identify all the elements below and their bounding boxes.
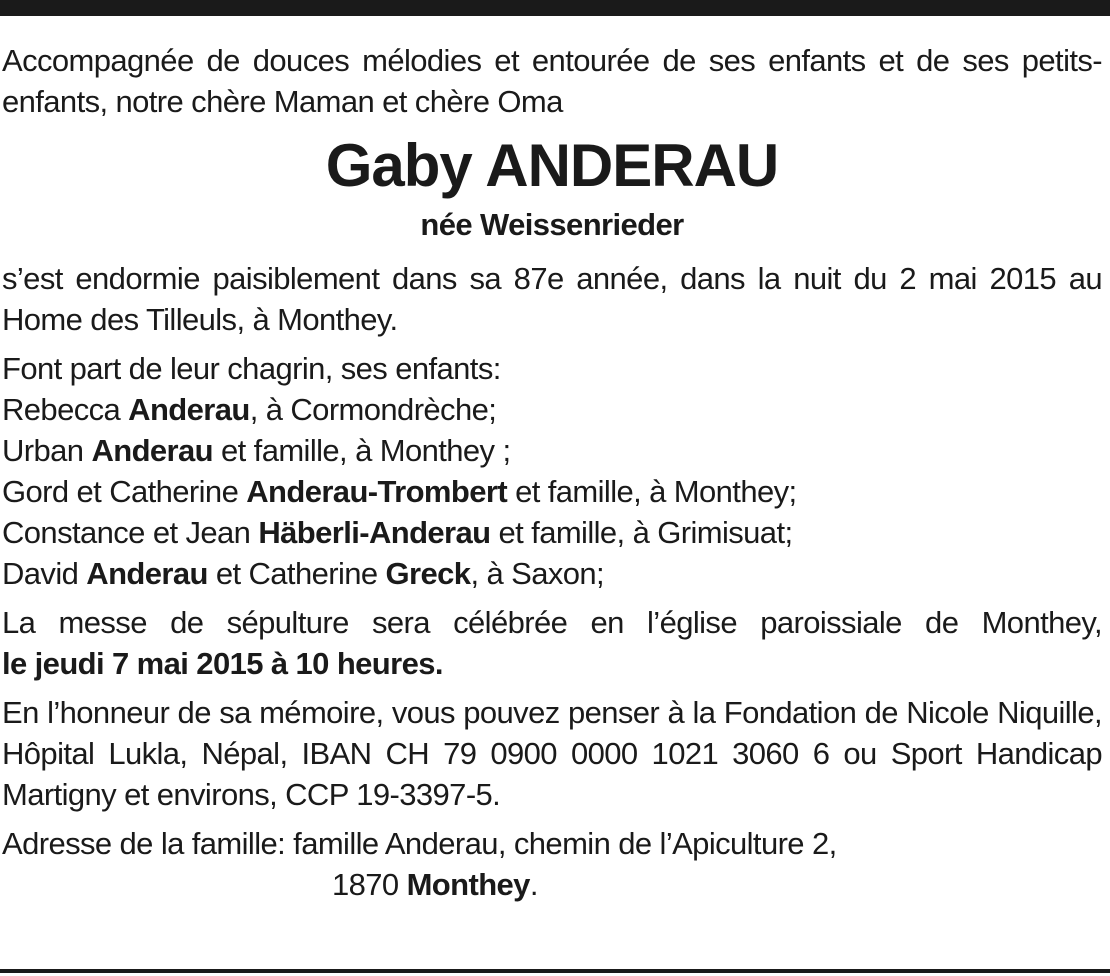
donation-text: En l’honneur de sa mémoire, vous pouvez penser à la Fondation de Nicole Niquille, Hôpital Lukla, Népal, IBAN CH 79 0900 0000 1021 3060 6 ou Sport Handicap Martigny et environs, CCP 19-3397-5. — [2, 695, 1102, 812]
family-surname: Greck — [385, 556, 471, 591]
mass-text: La messe de sépulture sera célébrée en l’église paroissiale de Monthey, — [2, 605, 1102, 640]
family-surname: Anderau — [86, 556, 208, 591]
maiden-name: née Weissenrieder — [420, 207, 684, 242]
address-line: Adresse de la famille: famille Anderau, chemin de l’Apiculture 2, — [2, 826, 837, 861]
family-surname: Anderau — [128, 392, 250, 427]
family-member: Urban Anderau et famille, à Monthey ; — [2, 433, 511, 468]
top-rule — [0, 0, 1110, 16]
deceased-name: Gaby ANDERAU — [325, 132, 779, 199]
family-member: Gord et Catherine Anderau-Trombert et famille, à Monthey; — [2, 474, 797, 509]
family-surname: Anderau-Trombert — [246, 474, 508, 509]
obituary-notice — [2, 40, 1102, 905]
mass-section — [2, 602, 1102, 684]
family-surname: Anderau — [91, 433, 213, 468]
mass-date: le jeudi 7 mai 2015 à 10 heures. — [2, 646, 443, 681]
address-section — [2, 823, 1102, 905]
passing-text: s’est endormie paisiblement dans sa 87e année, dans la nuit du 2 mai 2015 au Home des Tilleuls, à Monthey. — [2, 261, 1102, 337]
address-city-line: 1870 Monthey. — [332, 867, 538, 902]
family-member: Rebecca Anderau, à Cormondrèche; — [2, 392, 497, 427]
family-intro: Font part de leur chagrin, ses enfants: — [2, 351, 501, 386]
family-surname: Häberli-Anderau — [258, 515, 491, 550]
family-member: Constance et Jean Häberli-Anderau et famille, à Grimisuat; — [2, 515, 793, 550]
family-section — [2, 348, 1102, 594]
bottom-rule — [0, 969, 1110, 973]
family-member: David Anderau et Catherine Greck, à Saxon; — [2, 556, 605, 591]
address-city: Monthey — [406, 867, 530, 902]
intro-text: Accompagnée de douces mélodies et entourée de ses enfants et de ses petits-enfants, notre chère Maman et chère Oma — [2, 43, 1102, 119]
